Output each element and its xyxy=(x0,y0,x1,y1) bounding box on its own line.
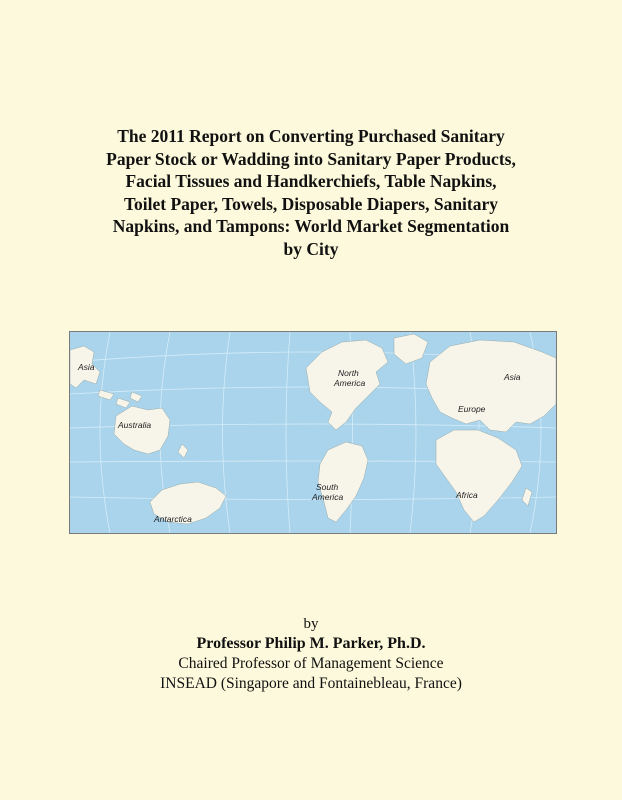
label-north-america-1: North xyxy=(338,368,359,378)
label-asia-right: Asia xyxy=(504,372,521,382)
landmass-se-asia-islands xyxy=(98,390,142,408)
author-position: Chaired Professor of Management Science xyxy=(178,655,444,672)
author-institution: INSEAD (Singapore and Fontainebleau, France) xyxy=(160,675,462,692)
label-australia: Australia xyxy=(118,420,152,430)
landmass-greenland xyxy=(394,334,428,364)
world-map xyxy=(69,331,557,534)
label-europe: Europe xyxy=(458,404,486,414)
landmass-australia xyxy=(114,406,170,454)
book-title: The 2011 Report on Converting Purchased Sanitary Paper Stock or Wadding into Sanitary Paper Products, Facial Tissues and Handkerchiefs, Table Napkins, Toilet Paper, Towels, Disposable Diapers, Sanitary Napkins, and Tampons: World Market Segmentation by City xyxy=(106,126,516,259)
label-south-america-1: South xyxy=(316,482,339,492)
label-antarctica: Antarctica xyxy=(154,514,192,524)
author-name: Professor Philip M. Parker, Ph.D. xyxy=(196,635,426,652)
world-map-graphic xyxy=(70,332,556,533)
byline xyxy=(0,614,622,694)
label-north-america-2: America xyxy=(334,378,366,388)
landmass-new-zealand xyxy=(178,444,188,458)
landmass-madagascar xyxy=(522,488,532,506)
landmass-africa xyxy=(436,430,522,522)
byline-by: by xyxy=(303,616,319,632)
landmass-eurasia xyxy=(426,340,556,432)
label-asia-left: Asia xyxy=(78,362,95,372)
label-africa: Africa xyxy=(456,490,478,500)
label-south-america-2: America xyxy=(312,492,344,502)
